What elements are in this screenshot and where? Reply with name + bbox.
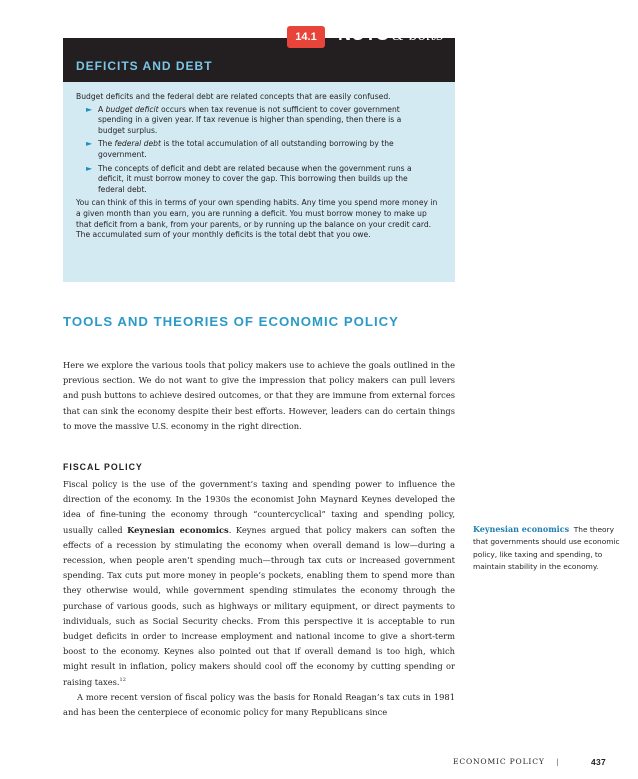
box-body (63, 82, 455, 282)
keynesian-term: Keynesian economics (127, 524, 229, 535)
box-title: DEFICITS AND DEBT (76, 59, 213, 73)
footnote-ref[interactable]: 12 (119, 676, 126, 683)
bullet-arrow-icon: ► (86, 104, 93, 114)
margin-glossary (473, 523, 621, 574)
term-budget-deficit: budget deficit (105, 104, 159, 114)
section-intro: Here we explore the various tools that policy makers use to achieve the goals outlined in the previous section. We do not want to give the impression that policy makers can pull levers and push buttons to achieve desired outcomes, or that they are immune from external forces that can sink the economy despite their best efforts. However, leaders can do certain things to move the massive U.S. economy in the right direction. (63, 360, 455, 431)
term-federal-debt: federal debt (114, 139, 161, 149)
box-series-title (338, 24, 444, 45)
glossary-definition: The theory that governments should use economic policy, like taxing and spending, to maintain stability in the economy. (473, 525, 620, 572)
series-main: NUTS (338, 24, 389, 44)
box-number-badge: 14.1 (287, 26, 325, 48)
bullet-arrow-icon: ► (86, 139, 93, 149)
footer-separator: | (556, 757, 560, 766)
box-closing: You can think of this in terms of your own spending habits. Any time you spend more money in a given month than you earn, you are running a deficit. You must borrow money to make up that deficit from a bank, from your parents, or by running up the balance on your credit card. The accumulated sum of your monthly deficits is the total debt that you owe. (76, 198, 438, 240)
box-bullet: ► A budget deficit occurs when tax revenue is not sufficient to cover government spending in a given year. If tax revenue is higher than spending, then there is a budget surplus. (86, 104, 402, 135)
fiscal-policy-text (63, 477, 455, 720)
box-bullet: ► The concepts of deficit and debt are related because when the government runs a deficit, it must borrow money to cover the gap. This borrowing then builds up the federal debt. (86, 163, 412, 194)
box-bullet: ► The federal debt is the total accumulation of all outstanding borrowing by the government. (86, 139, 394, 159)
section-heading: TOOLS AND THEORIES OF ECONOMIC POLICY (63, 314, 399, 329)
fiscal-para1-b: . Keynes argued that policy makers can soften the effects of a recession by stimulating the economy when overall demand is low—during a recession, when people aren’t spending much—through tax cuts or increased government spending. Tax cuts put more money in people’s pockets, enabling them to spend more than they otherwise would, while government spending stimulates the economy through the purchase of various goods, such as highways or military equipment, or direct payments to individuals, such as Social Security checks. From this perspective it is acceptable to run budget deficits in order to increase employment and national income to give a short-term boost to the economy. Keynes also pointed out that if overall demand is too high, which might result in inflation, policy makers should cool off the economy by cutting spending or raising taxes. (63, 524, 455, 687)
running-footer-label: ECONOMIC POLICY (453, 757, 545, 766)
box-bullet-list (76, 105, 442, 196)
fiscal-para1-a: Fiscal policy is the use of the government’s taxing and spending power to influence the direction of the economy. In the 1930s the economist John Maynard Keynes developed the idea of fine-tuning the economy through “countercyclical” taxing and spending policy, usually called (63, 479, 455, 535)
glossary-term: Keynesian economics (473, 524, 570, 534)
fiscal-para2: A more recent version of fiscal policy was the basis for Ronald Reagan’s tax cuts in 1981 and has been the centerpiece of economic policy for many Republicans since (63, 691, 455, 718)
box-intro: Budget deficits and the federal debt are related concepts that are easily confused. (76, 92, 391, 101)
series-sub: & bolts (392, 28, 444, 44)
page-number: 437 (591, 757, 607, 767)
fiscal-policy-heading: FISCAL POLICY (63, 462, 143, 472)
bullet-arrow-icon: ► (86, 163, 93, 173)
